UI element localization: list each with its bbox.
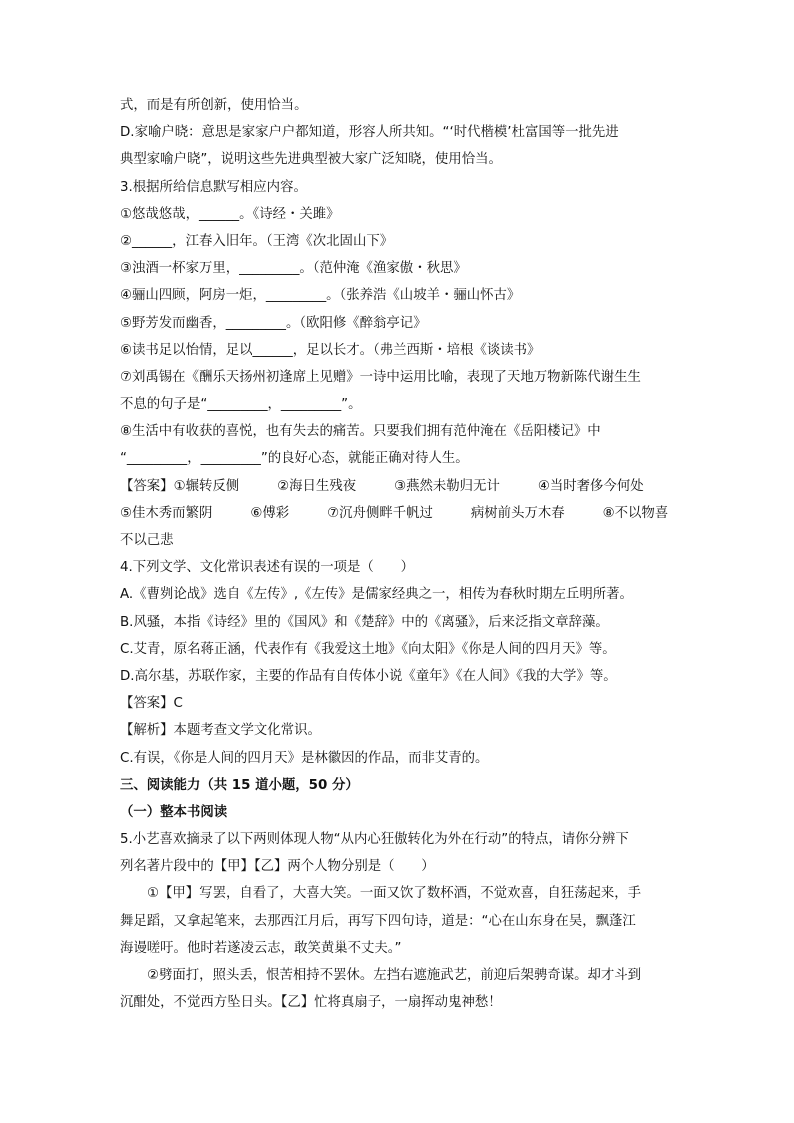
text-line: ②______，江春入旧年。（王湾《次北固山下》 [120, 233, 394, 249]
option-a: A.《曹刿论战》选自《左传》,《左传》是儒家经典之一，相传为春秋时期左丘明所著。 [120, 587, 633, 603]
passage-line: 海谩嗟吁。他时若遂凌云志，敢笑黄巢不丈夫。” [120, 940, 402, 956]
text-line: 式，而是有所创新，使用恰当。 [120, 98, 308, 113]
answer-item: ①辗转反侧 [173, 478, 240, 494]
answer-item: ⑥傅彩 [250, 505, 290, 521]
option-c: C.艾青，原名蒋正涵，代表作有《我爱这土地》《向太阳》《你是人间的四月天》等。 [120, 641, 616, 657]
question-5-title: 5.小艺喜欢摘录了以下两则体现人物“从内心狂傲转化为外在行动”的特点，请你分辨下 [120, 832, 629, 848]
option-d: D.高尔基，苏联作家，主要的作品有自传体小说《童年》《在人间》《我的大学》等。 [120, 668, 617, 684]
answer-line-1 [120, 473, 680, 500]
question-4-title: 4.下列文学、文化常识表述有误的一项是（ ） [120, 560, 414, 576]
subsection-title: （一）整本书阅读 [120, 804, 228, 820]
text-line: ⑧生活中有收获的喜悦，也有失去的痛苦。只要我们拥有范仲淹在《岳阳楼记》中 [120, 424, 601, 440]
passage-line: 沉酣处，不觉西方坠日头。【乙】忙将真扇子，一扇挥动鬼神愁！ [120, 995, 502, 1011]
answer-item: ⑧不以物喜 [602, 505, 669, 521]
text-line: ④骊山四顾，阿房一炬，_________。（张养浩《山坡羊・骊山怀古》 [120, 288, 521, 304]
text-line: ⑦刘禹锡在《酬乐天扬州初逢席上见赠》一诗中运用比喻，表现了天地万物新陈代谢生生 [120, 369, 641, 385]
text-line: 列名著片段中的【甲】【乙】两个人物分别是（ ） [120, 859, 435, 875]
analysis-line: C.有误，《你是人间的四月天》是林徽因的作品，而非艾青的。 [120, 750, 489, 766]
analysis-line: 【解析】本题考查文学文化常识。 [120, 723, 321, 739]
text-line: 典型家喻户晓”，说明这些先进典型被大家广泛知晓，使用恰当。 [120, 152, 502, 168]
passage-line: ①【甲】写罢，自看了，大喜大笑。一面又饮了数杯酒，不觉欢喜，自狂荡起来，手 [147, 886, 642, 902]
answer-item: ②海日生残夜 [277, 478, 357, 494]
passage-line: ②劈面打，照头丢，恨苦相持不罢休。左挡右遮施武艺，前迎后架骋奇谋。却才斗到 [147, 968, 642, 983]
section-title: 三、阅读能力（共 15 道小题，50 分） [120, 777, 359, 793]
answer-line: 【答案】C [120, 696, 183, 712]
passage-line: 舞足蹈，又拿起笔来，去那西江月后，再写下四句诗，道是：“心在山东身在吴，飘蓬江 [120, 913, 636, 929]
answer-label: 【答案】 [120, 478, 174, 494]
answer-item: 病树前头万木春 [470, 505, 565, 521]
answer-item: ③燕然未勒归无计 [394, 478, 500, 494]
answer-line-3: 不以己悲 [120, 533, 174, 548]
text-line: ⑤野芳发而幽香，_________。（欧阳修《醉翁亭记》 [120, 315, 427, 331]
text-line: ①悠哉悠哉，______。《诗经・关雎》 [120, 206, 340, 222]
question-3-title: 3.根据所给信息默写相应内容。 [120, 179, 307, 195]
answer-item: ④当时奢侈今何处 [537, 478, 644, 494]
answer-item: ⑦沉舟侧畔千帆过 [327, 505, 433, 521]
text-line: D.家喻户晓：意思是家家户户都知道，形容人所共知。“‘时代楷模’杜富国等一批先进 [120, 125, 619, 141]
answer-item: ⑤佳木秀而繁阴 [120, 505, 213, 521]
text-line: 不息的句子是“_________，_________”。 [120, 397, 362, 413]
text-line: ⑥读书足以怡情，足以______，足以长才。（弗兰西斯・培根《谈读书》 [120, 342, 541, 358]
document-page [120, 92, 680, 1016]
text-line: “_________，_________”的良好心态，就能正确对待人生。 [120, 451, 469, 467]
answer-line-2 [120, 500, 680, 527]
option-b: B.风骚，本指《诗经》里的《国风》和《楚辞》中的《离骚》，后来泛指文章辞藻。 [120, 614, 609, 630]
text-line: ③浊酒一杯家万里，_________。（范仲淹《渔家傲・秋思》 [120, 261, 467, 277]
